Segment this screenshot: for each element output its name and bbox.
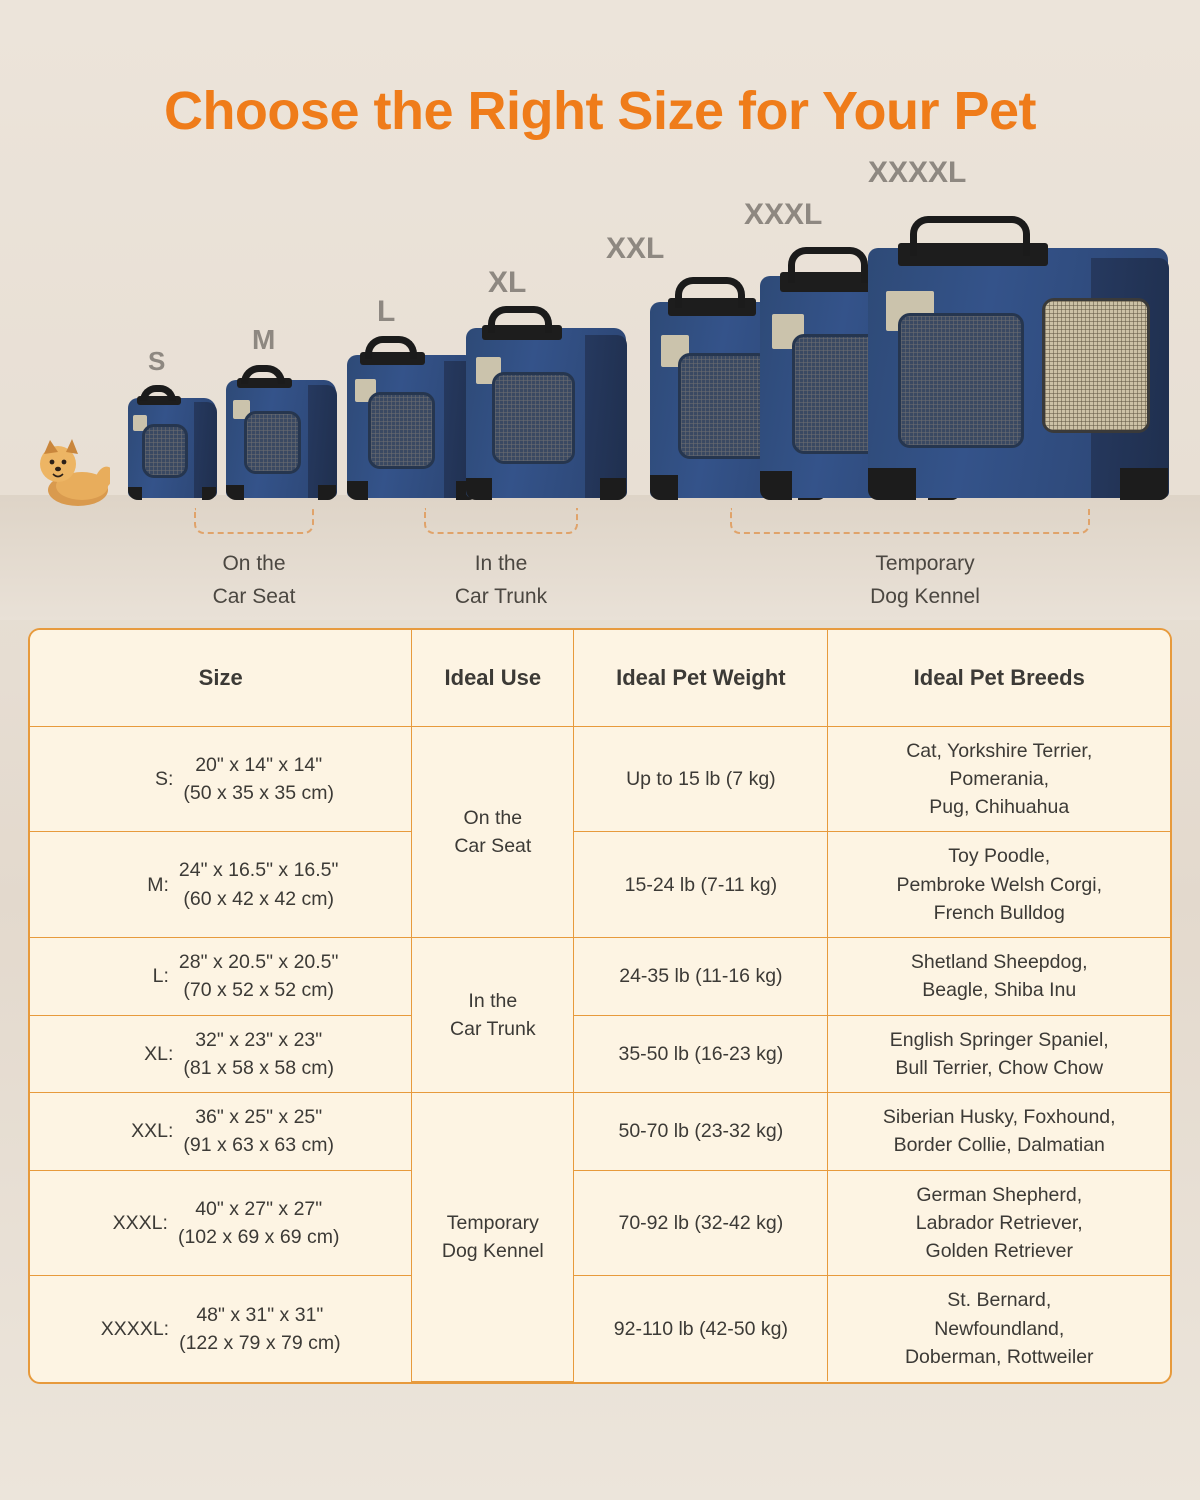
- weight-cell-s: Up to 15 lb (7 kg): [574, 726, 828, 832]
- size-cell-s: [30, 726, 412, 832]
- size-key-l: L:: [152, 965, 169, 988]
- size-tag-xl: XL: [488, 266, 527, 299]
- size-cell-l: [30, 938, 412, 1016]
- weight-cell-xxxxl: 92-110 lb (42-50 kg): [574, 1276, 828, 1381]
- use-cell-dog-kennel: Temporary Dog Kennel: [412, 1093, 574, 1382]
- size-key-m: M:: [147, 873, 169, 896]
- bracket-car-seat: [194, 508, 314, 534]
- carrier-lineup-illustration: [0, 156, 1200, 620]
- table-row: [30, 1276, 1170, 1381]
- size-key-xl: XL:: [144, 1042, 174, 1065]
- use-cell-car-trunk: In the Car Trunk: [412, 938, 574, 1093]
- size-tag-m: M: [252, 324, 276, 355]
- breeds-cell-xxxxl: St. Bernard, Newfoundland, Doberman, Rottweiler: [828, 1276, 1170, 1381]
- size-cell-xl: [30, 1015, 412, 1093]
- breeds-cell-xxl: Siberian Husky, Foxhound, Border Collie, Dalmatian: [828, 1093, 1170, 1171]
- size-dim-inches-s: 20" x 14" x 14": [195, 753, 323, 776]
- page-title: Choose the Right Size for Your Pet: [163, 81, 1037, 141]
- size-key-xxl: XXL:: [131, 1120, 174, 1143]
- carrier-xl: [466, 266, 626, 498]
- size-dim-inches-xxxxl: 48" x 31" x 31": [196, 1303, 324, 1326]
- breeds-cell-m: Toy Poodle, Pembroke Welsh Corgi, French Bulldog: [828, 832, 1170, 938]
- size-cell-xxl: [30, 1093, 412, 1171]
- size-key-xxxl: XXXL:: [112, 1211, 168, 1234]
- weight-cell-xxxl: 70-92 lb (32-42 kg): [574, 1170, 828, 1276]
- column-header-ideal-pet-weight: Ideal Pet Weight: [574, 630, 828, 726]
- column-header-ideal-pet-breeds: Ideal Pet Breeds: [828, 630, 1170, 726]
- size-dim-inches-xxxl: 40" x 27" x 27": [195, 1197, 323, 1220]
- weight-cell-xxl: 50-70 lb (23-32 kg): [574, 1093, 828, 1171]
- column-header-size: Size: [30, 630, 412, 726]
- size-dim-cm-xxxl: (102 x 69 x 69 cm): [177, 1226, 340, 1249]
- breeds-cell-xxxl: German Shepherd, Labrador Retriever, Golden Retriever: [828, 1170, 1170, 1276]
- carrier-m: [226, 324, 336, 498]
- breeds-cell-s: Cat, Yorkshire Terrier, Pomerania, Pug, Chihuahua: [828, 726, 1170, 832]
- size-key-xxxxl: XXXXL:: [100, 1317, 170, 1340]
- carrier-s: [128, 346, 216, 498]
- weight-cell-xl: 35-50 lb (16-23 kg): [574, 1015, 828, 1093]
- table-row: [30, 726, 1170, 832]
- size-cell-xxxl: [30, 1170, 412, 1276]
- size-tag-xxl: XXL: [606, 232, 665, 265]
- weight-cell-m: 15-24 lb (7-11 kg): [574, 832, 828, 938]
- carrier-l: [347, 295, 477, 498]
- group-label-car-seat: On the Car Seat: [212, 552, 296, 608]
- size-dim-inches-xxl: 36" x 25" x 25": [195, 1106, 323, 1129]
- size-dim-cm-l: (70 x 52 x 52 cm): [183, 979, 335, 1002]
- size-dim-cm-xxxxl: (122 x 79 x 79 cm): [179, 1331, 341, 1354]
- size-tag-l: L: [377, 295, 396, 328]
- size-cell-m: [30, 832, 412, 938]
- size-tag-s: S: [148, 346, 166, 376]
- table-row: [30, 938, 1170, 1016]
- pomeranian-dog-illustration: [38, 430, 110, 508]
- table-header-row: [30, 630, 1170, 726]
- size-tag-xxxl: XXXL: [744, 198, 823, 231]
- size-dim-cm-xxl: (91 x 63 x 63 cm): [183, 1134, 335, 1157]
- weight-cell-l: 24-35 lb (11-16 kg): [574, 938, 828, 1016]
- table-row: [30, 1015, 1170, 1093]
- table-row: [30, 1170, 1170, 1276]
- size-dim-cm-xl: (81 x 58 x 58 cm): [183, 1056, 335, 1079]
- size-cell-xxxxl: [30, 1276, 412, 1381]
- breeds-cell-l: Shetland Sheepdog, Beagle, Shiba Inu: [828, 938, 1170, 1016]
- size-dim-cm-s: (50 x 35 x 35 cm): [183, 781, 335, 804]
- table-row: [30, 832, 1170, 938]
- size-dim-inches-xl: 32" x 23" x 23": [195, 1028, 323, 1051]
- size-key-s: S:: [154, 767, 174, 790]
- breeds-cell-xl: English Springer Spaniel, Bull Terrier, Chow Chow: [828, 1015, 1170, 1093]
- bracket-car-trunk: [424, 508, 578, 534]
- bracket-dog-kennel: [730, 508, 1090, 534]
- size-dim-inches-m: 24" x 16.5" x 16.5": [178, 859, 339, 882]
- size-dim-inches-l: 28" x 20.5" x 20.5": [178, 951, 339, 974]
- group-label-car-trunk: In the Car Trunk: [454, 552, 548, 608]
- group-label-dog-kennel: Temporary Dog Kennel: [870, 552, 980, 608]
- size-tag-xxxxl: XXXXL: [868, 156, 967, 189]
- carrier-xxxxl: [868, 156, 1168, 498]
- size-dim-cm-m: (60 x 42 x 42 cm): [183, 887, 335, 910]
- table-row: [30, 1093, 1170, 1171]
- column-header-ideal-use: Ideal Use: [412, 630, 574, 726]
- size-comparison-table: [28, 628, 1172, 1384]
- use-cell-car-seat: On the Car Seat: [412, 726, 574, 938]
